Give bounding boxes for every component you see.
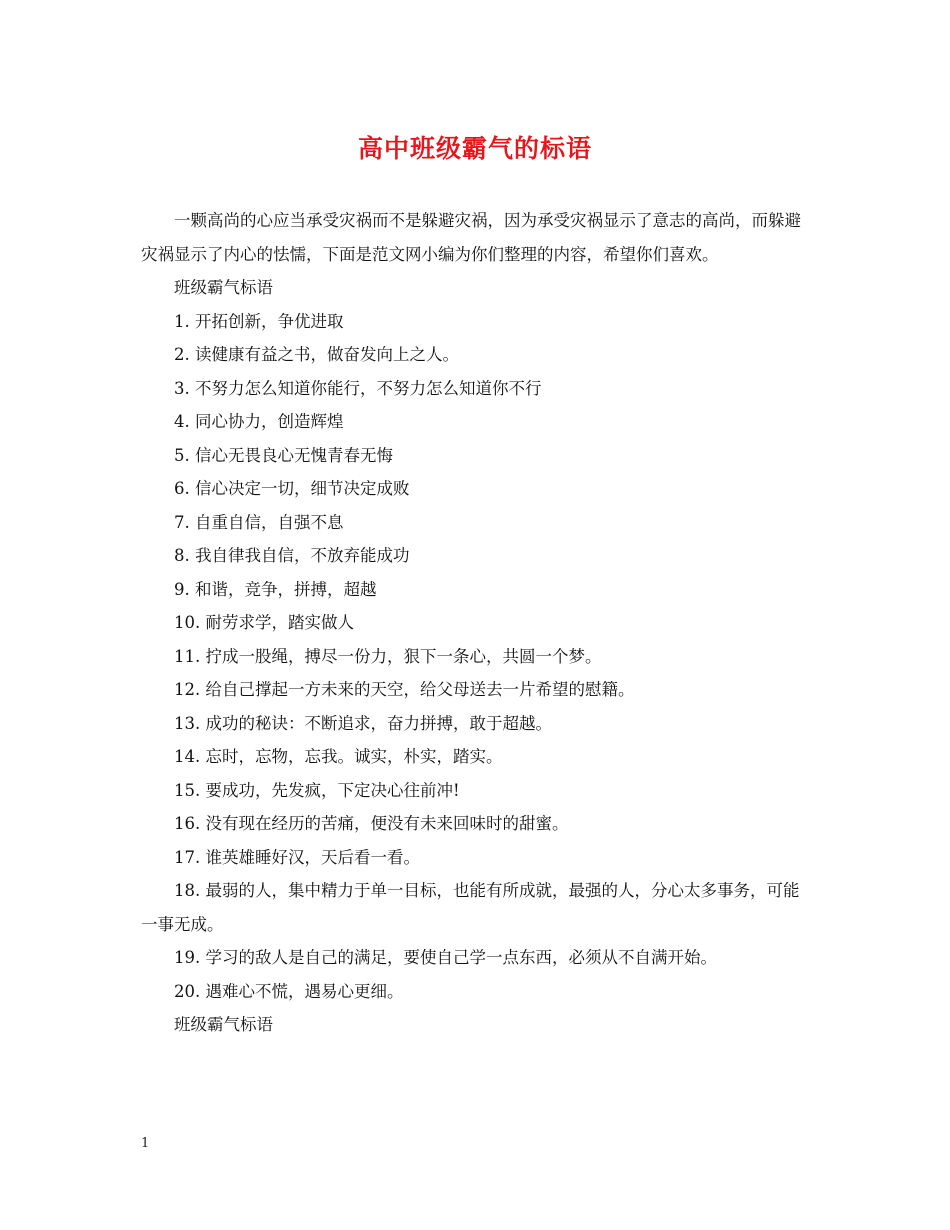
- list-item: 18. 最弱的人，集中精力于单一目标，也能有所成就，最强的人，分心太多事务，可能一事无成。: [141, 881, 800, 934]
- document-title: 高中班级霸气的标语: [357, 134, 592, 163]
- list-item: 10. 耐劳求学，踏实做人: [174, 613, 354, 632]
- list-item: 6. 信心决定一切，细节决定成败: [174, 479, 410, 498]
- list-item: 4. 同心协力，创造辉煌: [174, 412, 344, 431]
- list-item: 3. 不努力怎么知道你能行，不努力怎么知道你不行: [174, 378, 542, 398]
- list-item: 16. 没有现在经历的苦痛，便没有未来回味时的甜蜜。: [174, 814, 569, 833]
- section-heading: 班级霸气标语: [174, 278, 273, 297]
- list-item: 12. 给自己撑起一方未来的天空，给父母送去一片希望的慰籍。: [174, 680, 635, 699]
- intro-paragraph: 一颗高尚的心应当承受灾祸而不是躲避灾祸，因为承受灾祸显示了意志的高尚，而躲避灾祸显示了内心的怯懦，下面是范文网小编为你们整理的内容，希望你们喜欢。: [141, 211, 801, 264]
- list-item: 8. 我自律我自信，不放弃能成功: [174, 546, 410, 565]
- list-item: 15. 要成功，先发疯，下定决心往前冲!: [174, 780, 460, 800]
- list-item: 19. 学习的敌人是自己的满足，要使自己学一点东西，必须从不自满开始。: [174, 948, 717, 967]
- list-item: 1. 开拓创新，争优进取: [174, 311, 344, 331]
- page-number: 1: [141, 1136, 150, 1151]
- list-item: 13. 成功的秘诀：不断追求，奋力拼搏，敢于超越。: [174, 713, 552, 733]
- list-item: 5. 信心无畏良心无愧青春无悔: [174, 445, 393, 465]
- list-item: 20. 遇难心不慌，遇易心更细。: [174, 981, 404, 1001]
- list-item: 7. 自重自信，自强不息: [174, 512, 344, 532]
- document-body: [141, 204, 813, 1042]
- list-item: 14. 忘时，忘物，忘我。诚实，朴实，踏实。: [174, 747, 503, 766]
- closing-heading: 班级霸气标语: [174, 1015, 273, 1034]
- list-item: 11. 拧成一股绳，搏尽一份力，狠下一条心，共圆一个梦。: [174, 646, 602, 666]
- list-item: 9. 和谐，竞争，拼搏，超越: [174, 579, 377, 599]
- list-item: 2. 读健康有益之书，做奋发向上之人。: [174, 345, 459, 364]
- list-item: 17. 谁英雄睡好汉，天后看一看。: [174, 847, 420, 867]
